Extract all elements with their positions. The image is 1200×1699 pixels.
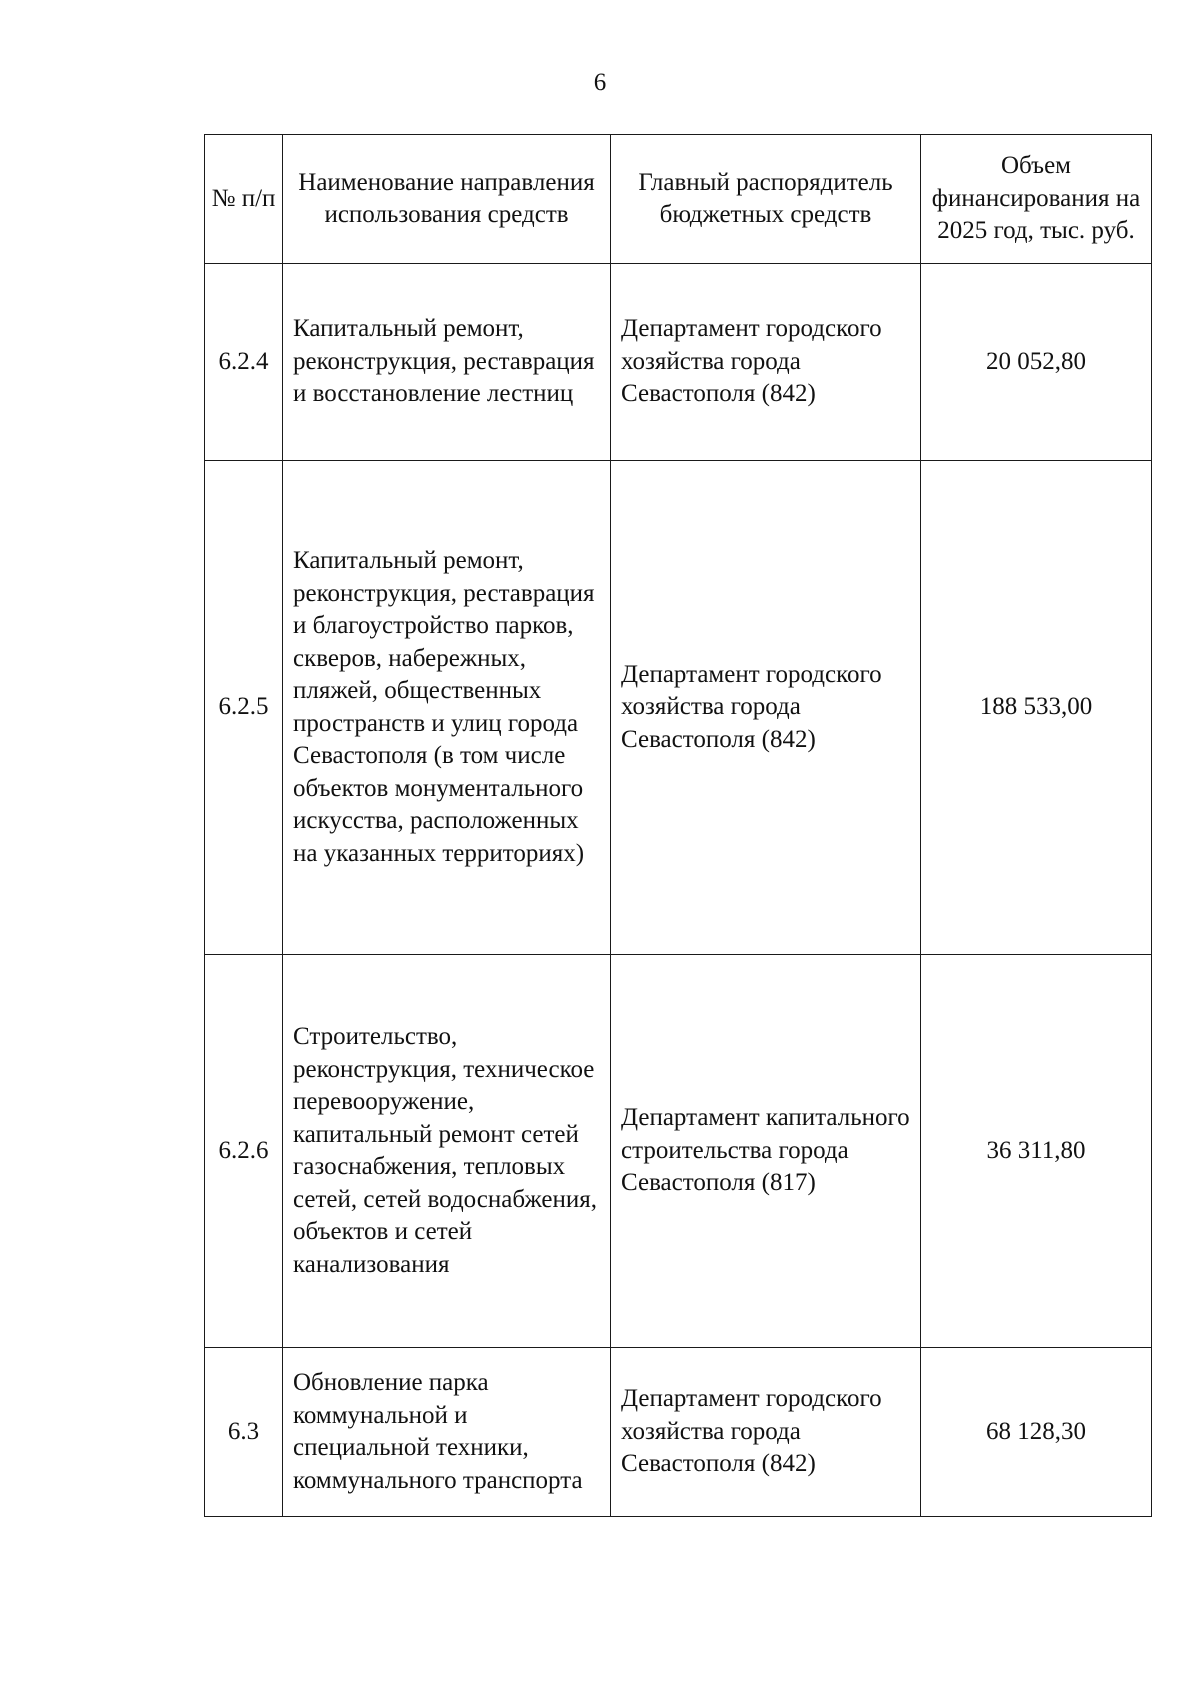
row-num: 6.3 bbox=[205, 1348, 283, 1517]
page-number: 6 bbox=[593, 69, 607, 96]
row-name: Капитальный ремонт, реконструкция, реставрация и восстановление лестниц bbox=[283, 264, 611, 461]
table-header bbox=[205, 135, 1152, 264]
row-amount: 188 533,00 bbox=[921, 461, 1152, 955]
header-row bbox=[205, 135, 1152, 264]
header-org: Главный распорядитель бюджетных средств bbox=[611, 135, 921, 264]
row-num: 6.2.6 bbox=[205, 955, 283, 1348]
funding-table bbox=[204, 134, 1152, 1517]
row-name: Капитальный ремонт, реконструкция, реставрация и благоустройство парков, скверов, набережных, пляжей, общественных пространств и улиц города Севастополя (в том числе объектов монументального искусства, расположенных на указанных территориях) bbox=[283, 461, 611, 955]
row-name: Строительство, реконструкция, техническое перевооружение, капитальный ремонт сетей газоснабжения, тепловых сетей, сетей водоснабжения, объектов и сетей канализования bbox=[283, 955, 611, 1348]
header-num: № п/п bbox=[205, 135, 283, 264]
row-org: Департамент капитального строительства города Севастополя (817) bbox=[611, 955, 921, 1348]
table-body bbox=[205, 264, 1152, 1517]
row-org: Департамент городского хозяйства города Севастополя (842) bbox=[611, 1348, 921, 1517]
row-amount: 68 128,30 bbox=[921, 1348, 1152, 1517]
row-num: 6.2.4 bbox=[205, 264, 283, 461]
row-org: Департамент городского хозяйства города Севастополя (842) bbox=[611, 461, 921, 955]
row-amount: 20 052,80 bbox=[921, 264, 1152, 461]
header-amount: Объем финансирования на 2025 год, тыс. руб. bbox=[921, 135, 1152, 264]
row-amount: 36 311,80 bbox=[921, 955, 1152, 1348]
row-num: 6.2.5 bbox=[205, 461, 283, 955]
table-row bbox=[205, 1348, 1152, 1517]
table-row bbox=[205, 955, 1152, 1348]
table-row bbox=[205, 264, 1152, 461]
row-name: Обновление парка коммунальной и специальной техники, коммунального транспорта bbox=[283, 1348, 611, 1517]
row-org: Департамент городского хозяйства города Севастополя (842) bbox=[611, 264, 921, 461]
header-name: Наименование направления использования средств bbox=[283, 135, 611, 264]
table-row bbox=[205, 461, 1152, 955]
